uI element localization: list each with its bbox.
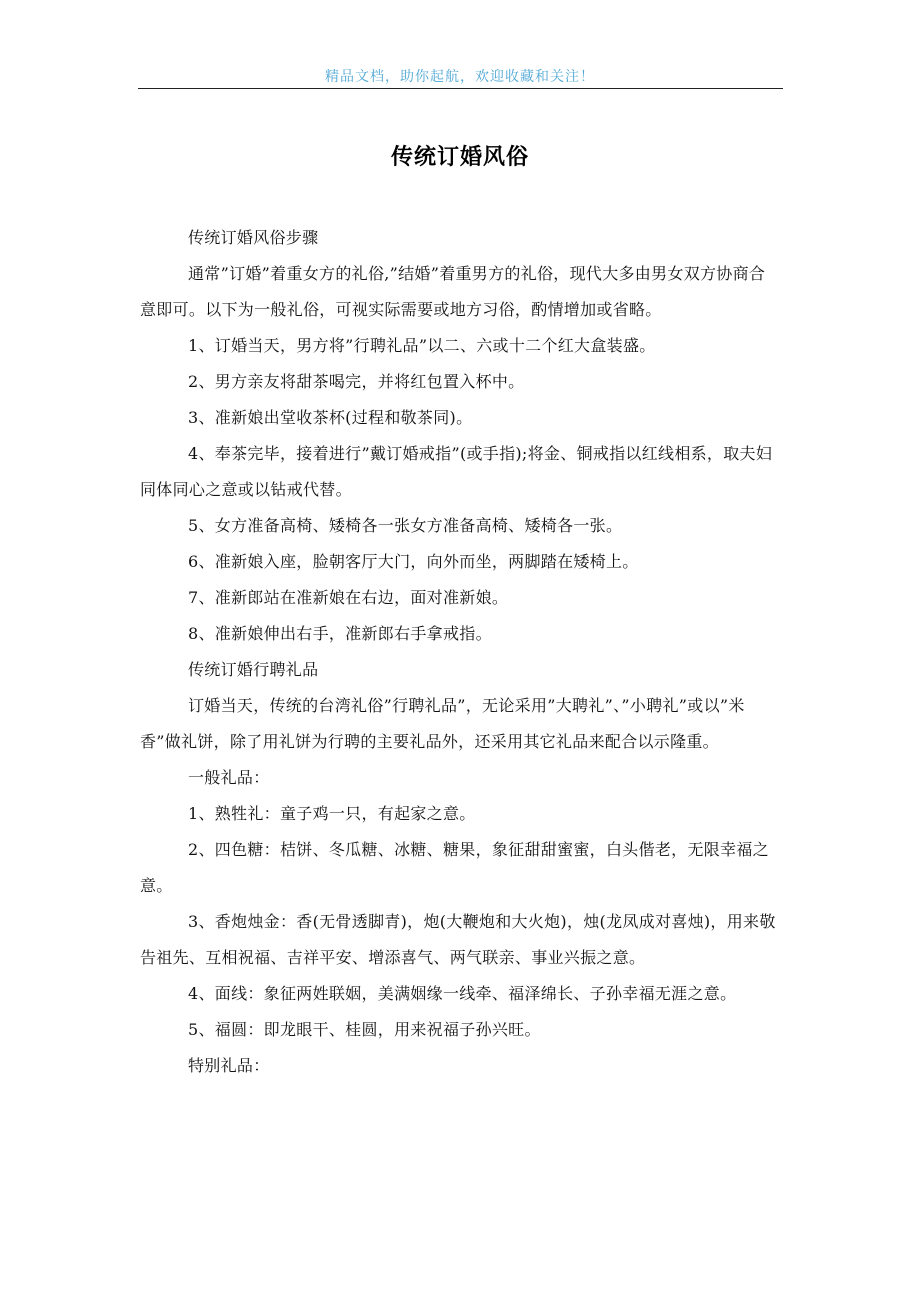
section-heading: 传统订婚风俗步骤 xyxy=(188,228,319,247)
list-item: 1、订婚当天，男方将”行聘礼品”以二、六或十二个红大盒装盛。 xyxy=(188,336,656,355)
document-title: 传统订婚风俗 xyxy=(390,144,529,170)
list-item: 1、熟牲礼：童子鸡一只，有起家之意。 xyxy=(188,804,476,823)
list-item: 5、福圆：即龙眼干、桂圆，用来祝福子孙兴旺。 xyxy=(188,1020,541,1039)
list-item: 4、奉茶完毕，接着进行”戴订婚戒指”(或手指);将金、铜戒指以红线相系，取夫妇同体同心之意或以钻戒代替。 xyxy=(140,444,773,499)
list-item: 8、准新娘伸出右手，准新郎右手拿戒指。 xyxy=(188,624,492,643)
paragraph: 通常”订婚”着重女方的礼俗,”结婚”着重男方的礼俗，现代大多由男女双方协商合意即可。以下为一般礼俗，可视实际需要或地方习俗，酌情增加或省略。 xyxy=(140,264,766,319)
subheading: 特别礼品： xyxy=(188,1056,270,1075)
list-item: 3、准新娘出堂收茶杯(过程和敬茶同)。 xyxy=(188,408,473,427)
list-item: 2、四色糖：桔饼、冬瓜糖、冰糖、糖果，象征甜甜蜜蜜，白头偕老，无限幸福之意。 xyxy=(140,840,769,895)
list-item: 4、面线：象征两姓联姻，美满姻缘一线牵、福泽绵长、子孙幸福无涯之意。 xyxy=(188,984,737,1003)
list-item: 3、香炮烛金：香(无骨透脚青)，炮(大鞭炮和大火炮)，烛(龙凤成对喜烛)，用来敬告祖先、互相祝福、吉祥平安、增添喜气、两气联亲、事业兴振之意。 xyxy=(140,912,776,967)
section-heading: 传统订婚行聘礼品 xyxy=(188,660,319,679)
list-item: 2、男方亲友将甜茶喝完，并将红包置入杯中。 xyxy=(188,372,525,391)
header-tagline: 精品文档，助你起航，欢迎收藏和关注！ xyxy=(325,69,595,85)
list-item: 6、准新娘入座，脸朝客厅大门，向外而坐，两脚踏在矮椅上。 xyxy=(188,552,639,571)
list-item: 7、准新郎站在准新娘在右边，面对准新娘。 xyxy=(188,588,509,607)
list-item: 5、女方准备高椅、矮椅各一张女方准备高椅、矮椅各一张。 xyxy=(188,516,623,535)
document-body xyxy=(140,220,780,1084)
paragraph: 订婚当天，传统的台湾礼俗”行聘礼品”，无论采用”大聘礼”、”小聘礼”或以”米香”做礼饼，除了用礼饼为行聘的主要礼品外，还采用其它礼品来配合以示隆重。 xyxy=(140,696,745,751)
subheading: 一般礼品： xyxy=(188,768,270,787)
header-divider xyxy=(138,88,783,89)
